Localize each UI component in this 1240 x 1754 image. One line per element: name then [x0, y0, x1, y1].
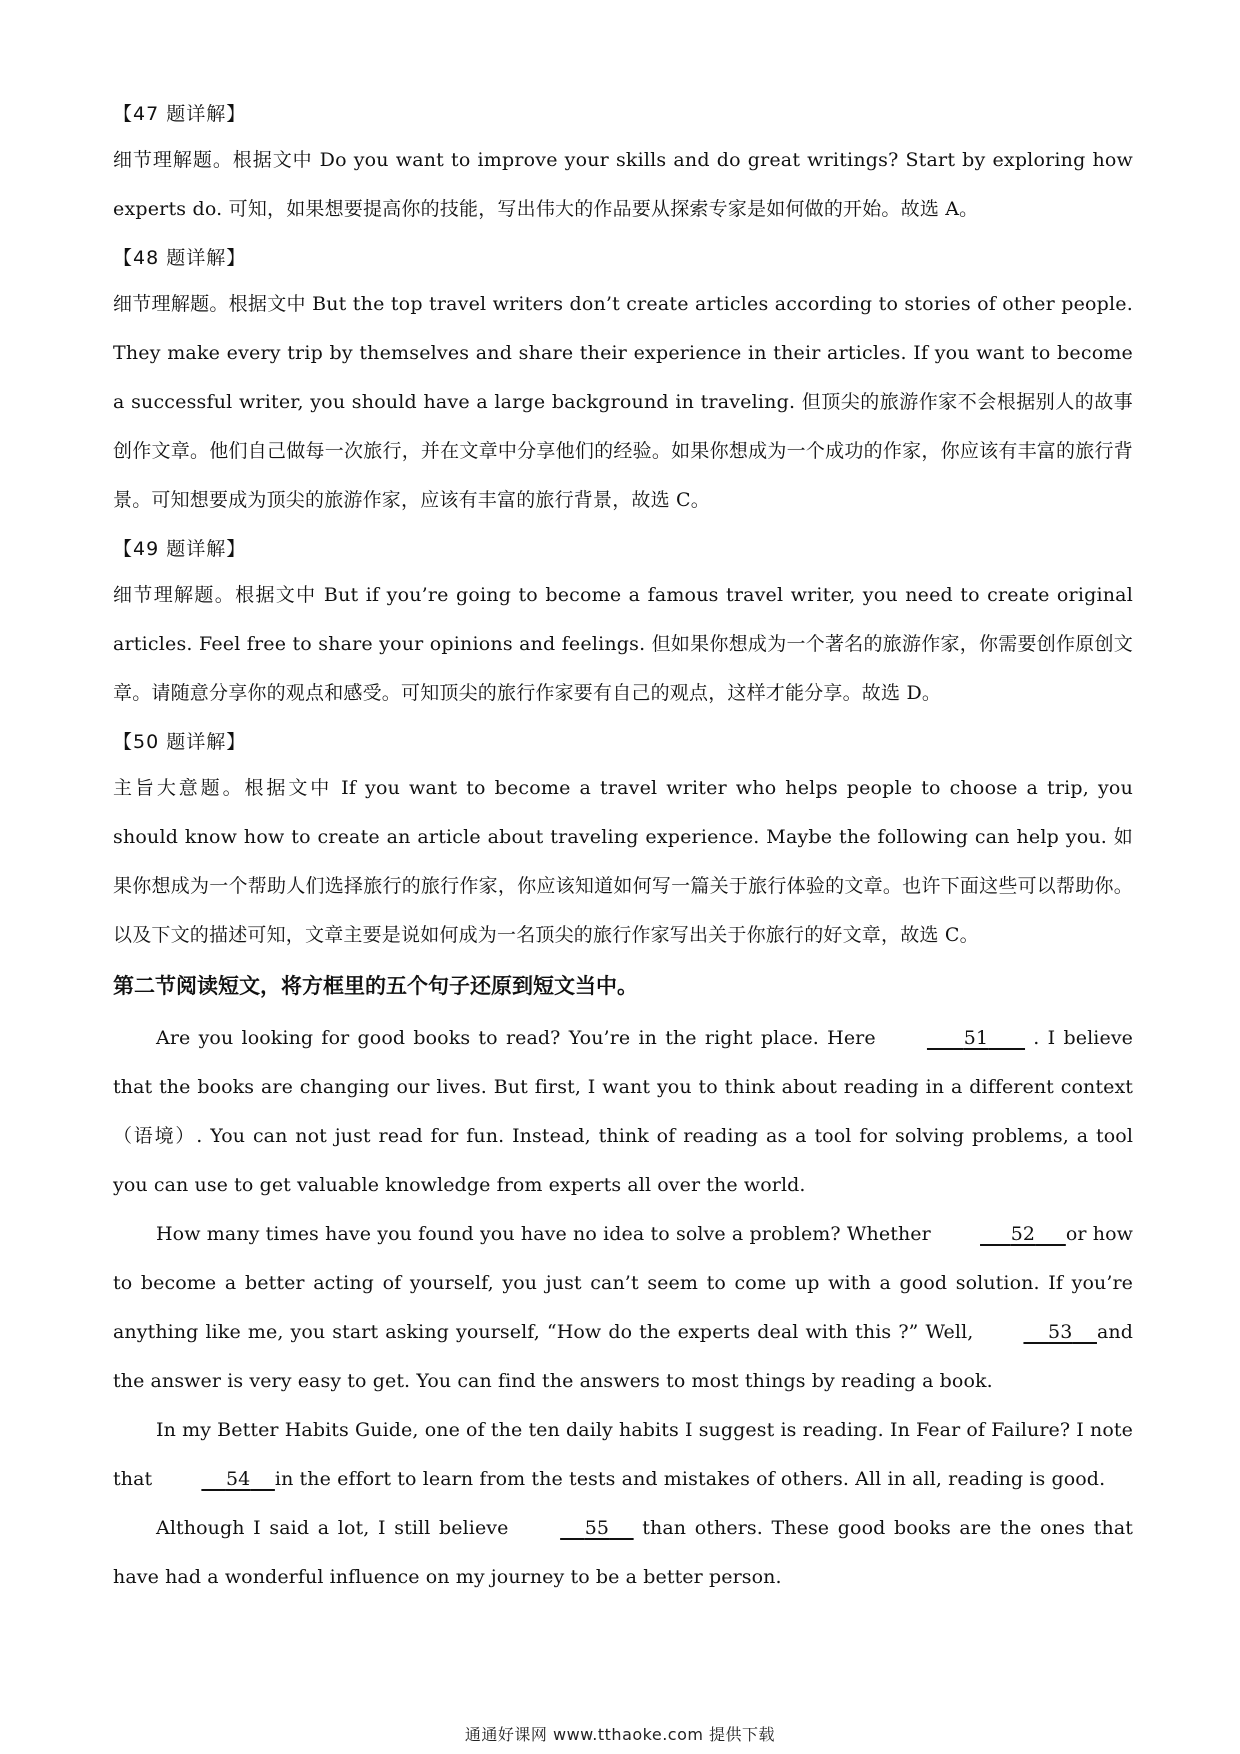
- q47-title: 【47 题详解】: [113, 103, 247, 125]
- passage-paragraph-2: [113, 1210, 1133, 1406]
- p4-text-b: than others. These good books are the ones that have had a wonderful influence on my journey to be a better person.: [113, 1517, 1133, 1588]
- q50-explanation: 主旨大意题。根据文中 If you want to become a travel writer who helps people to choose a trip, you should know how to create an article about traveling experience. Maybe the following can help you. 如果你想成为一个帮助人们选择旅行的旅行作家，你应该知道如何写一篇关于旅行体验的文章。也许下面这些可以帮助你。以及下文的描述可知，文章主要是说如何成为一名顶尖的旅行作家写出关于你旅行的好文章，故选 C。: [113, 777, 1133, 946]
- section2-heading: 第二节阅读短文，将方框里的五个句子还原到短文当中。: [113, 974, 638, 998]
- blank-55: 55: [584, 1517, 610, 1539]
- passage-paragraph-1: [113, 1014, 1133, 1210]
- page-footer: 通通好课网 www.tthaoke.com 提供下载: [464, 1725, 776, 1744]
- p2-text-b: or how to become a better acting of yourself, you just can’t seem to come up with a good solution. If you’re anything like me, you start asking yourself, “How do the experts deal with this ?” Well,: [113, 1223, 1133, 1343]
- p3-text-b: in the effort to learn from the tests and mistakes of others. All in all, reading is good.: [274, 1468, 1106, 1490]
- q47-explanation: 细节理解题。根据文中 Do you want to improve your skills and do great writings? Start by exploring how experts do. 可知，如果想要提高你的技能，写出伟大的作品要从探索专家是如何做的开始。故选 A。: [113, 149, 1133, 220]
- p2-text-a: How many times have you found you have no idea to solve a problem? Whether: [156, 1223, 938, 1245]
- q49-title: 【49 题详解】: [113, 538, 247, 560]
- blank-54: 54: [225, 1468, 251, 1490]
- p2-text-c: and the answer is very easy to get. You can find the answers to most things by reading a book.: [113, 1321, 1133, 1392]
- q50-title: 【50 题详解】: [113, 731, 247, 753]
- passage-paragraph-4: [113, 1504, 1133, 1602]
- p4-text-a: Although I said a lot, I still believe: [156, 1517, 518, 1539]
- p3-text-a: In my Better Habits Guide, one of the ten daily habits I suggest is reading. In Fear of Failure? I note that: [113, 1419, 1133, 1490]
- page-content: [113, 100, 1133, 1602]
- passage-paragraph-3: [113, 1406, 1133, 1504]
- blank-51: 51: [963, 1027, 989, 1049]
- q48-explanation: 细节理解题。根据文中 But the top travel writers don’t create articles according to stories of other people. They make every trip by themselves and share their experience in their articles. If you want to become a successful writer, you should have a large background in traveling. 但顶尖的旅游作家不会根据别人的故事创作文章。他们自己做每一次旅行，并在文章中分享他们的经验。如果你想成为一个成功的作家，你应该有丰富的旅行背景。可知想要成为顶尖的旅游作家，应该有丰富的旅行背景，故选 C。: [113, 293, 1133, 511]
- q48-title: 【48 题详解】: [113, 247, 247, 269]
- blank-53: 53: [1048, 1321, 1073, 1343]
- q49-explanation: 细节理解题。根据文中 But if you’re going to become a famous travel writer, you need to create original articles. Feel free to share your opinions and feelings. 但如果你想成为一个著名的旅游作家，你需要创作原创文章。请随意分享你的观点和感受。可知顶尖的旅行作家要有自己的观点，这样才能分享。故选 D。: [113, 584, 1133, 704]
- p1-text-b: . I believe that the books are changing our lives. But first, I want you to think about reading in a different context（语境）. You can not just read for fun. Instead, think of reading as a tool for solving problems, a tool you can use to get valuable knowledge from experts all over the world.: [113, 1027, 1133, 1196]
- blank-52: 52: [1010, 1223, 1036, 1245]
- p1-text-a: Are you looking for good books to read? You’re in the right place. Here: [156, 1027, 884, 1049]
